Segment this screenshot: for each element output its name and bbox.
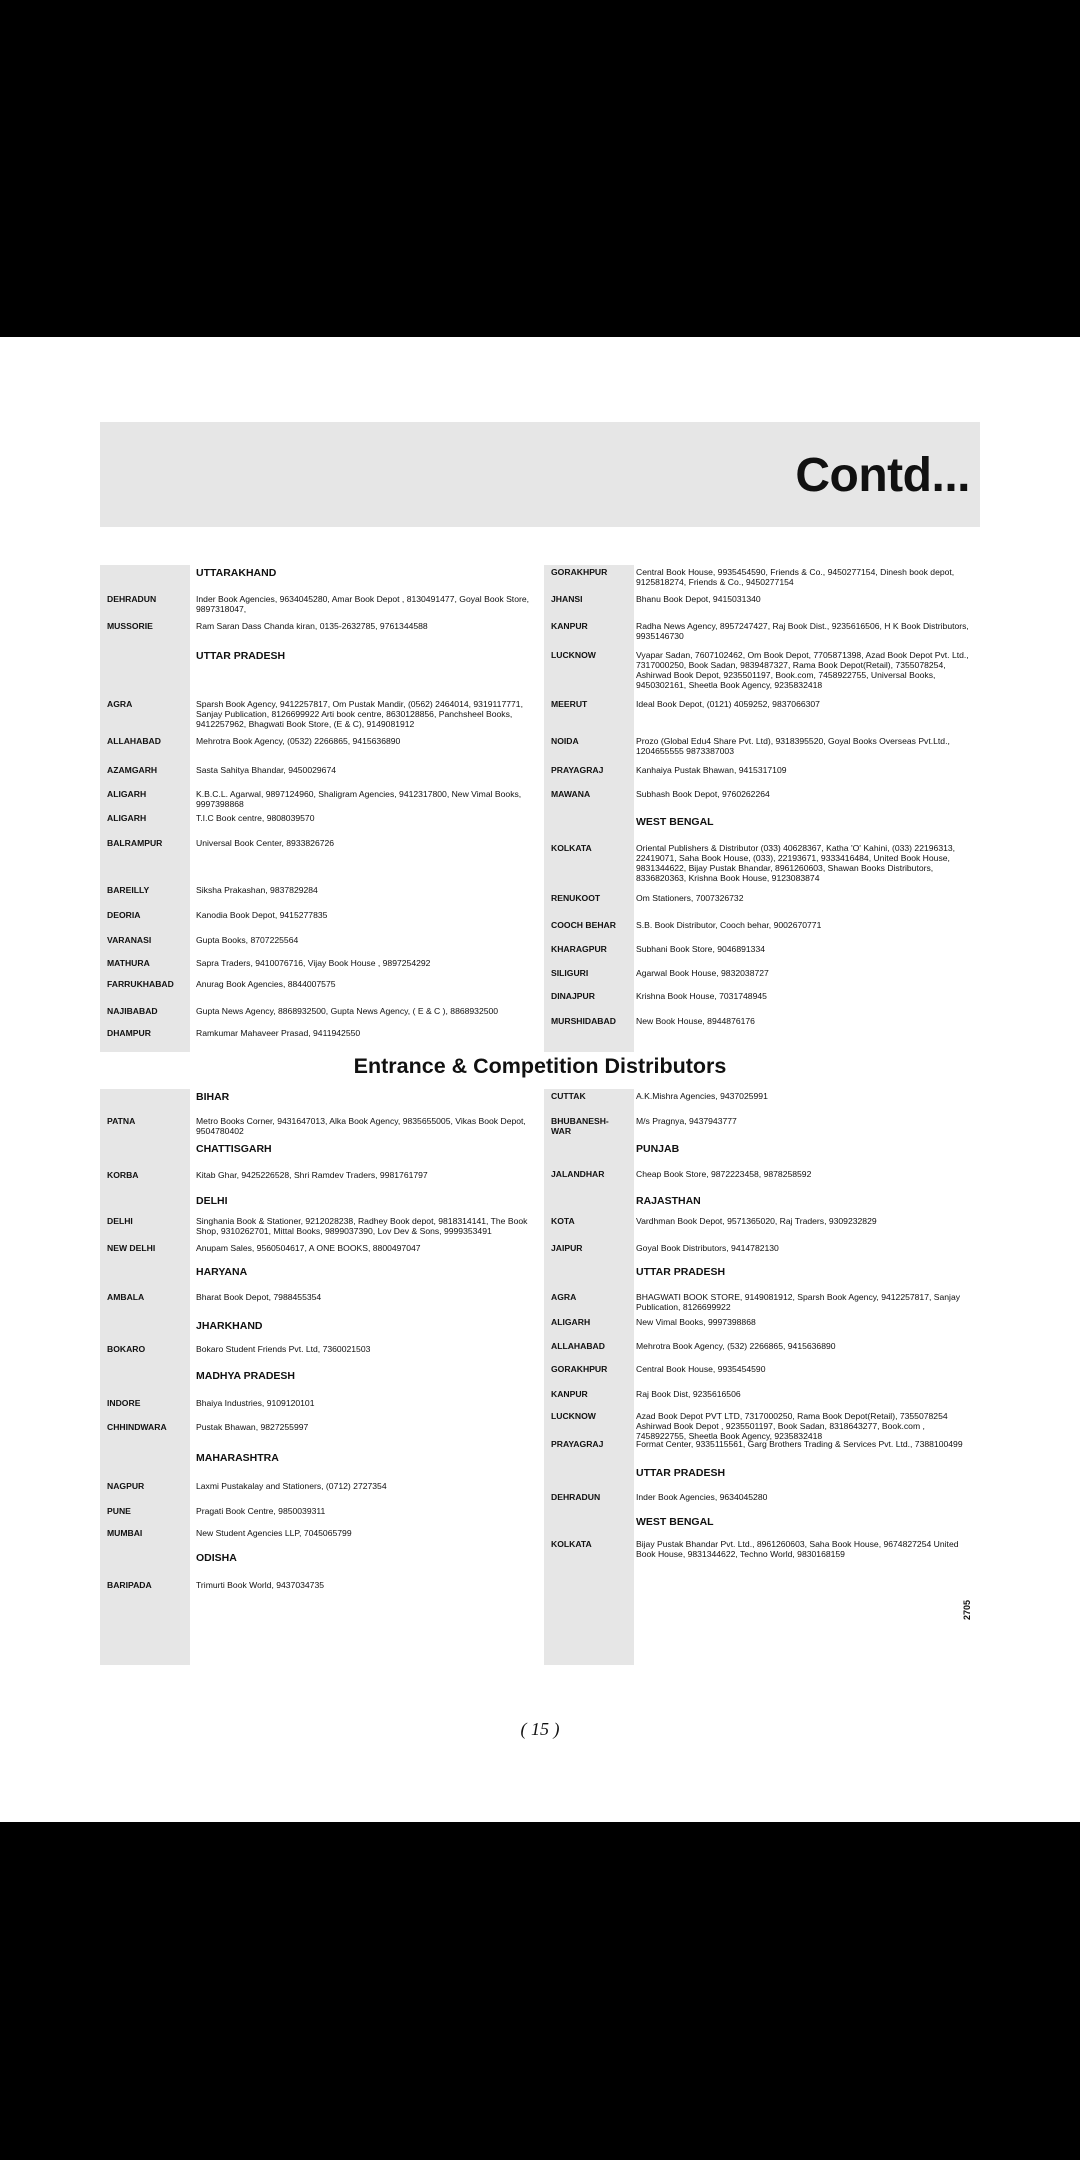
city-name: MEERUT bbox=[551, 699, 588, 709]
distributor-entry: BHAGWATI BOOK STORE, 9149081912, Sparsh Book Agency, 9412257817, Sanjay Publication, 8126699922 bbox=[636, 1292, 961, 1312]
city-name: MURSHIDABAD bbox=[551, 1016, 616, 1026]
city-name: AGRA bbox=[551, 1292, 577, 1302]
state-heading: PUNJAB bbox=[636, 1143, 680, 1155]
distributor-entry: Kanhaiya Pustak Bhawan, 9415317109 bbox=[636, 765, 787, 775]
page-number: ( 15 ) bbox=[520, 1719, 560, 1739]
city-name: DEORIA bbox=[107, 910, 141, 920]
city-name: AZAMGARH bbox=[107, 765, 158, 775]
state-heading: CHATTISGARH bbox=[196, 1143, 272, 1155]
distributor-entry: Krishna Book House, 7031748945 bbox=[636, 991, 767, 1001]
distributor-entry: Cheap Book Store, 9872223458, 9878258592 bbox=[636, 1169, 812, 1179]
distributor-entry: Universal Book Center, 8933826726 bbox=[196, 838, 335, 848]
distributor-entry: Bijay Pustak Bhandar Pvt. Ltd., 8961260603, Saha Book House, 9674827254 United Book House, 9831344622, Techno World, 9830168159 bbox=[636, 1539, 959, 1559]
distributor-entry: Anurag Book Agencies, 8844007575 bbox=[196, 979, 336, 989]
distributor-entry: Siksha Prakashan, 9837829284 bbox=[196, 885, 318, 895]
state-heading: WEST BENGAL bbox=[636, 1516, 714, 1528]
state-heading: ODISHA bbox=[196, 1552, 237, 1564]
city-name: NAJIBABAD bbox=[107, 1006, 158, 1016]
state-heading: MADHYA PRADESH bbox=[196, 1370, 295, 1382]
city-name: GORAKHPUR bbox=[551, 1364, 608, 1374]
city-name: KORBA bbox=[107, 1170, 139, 1180]
city-name: INDORE bbox=[107, 1398, 141, 1408]
city-name: KOLKATA bbox=[551, 1539, 592, 1549]
distributor-entry: Gupta News Agency, 8868932500, Gupta News Agency, ( E & C ), 8868932500 bbox=[196, 1006, 499, 1016]
distributor-entry: Sparsh Book Agency, 9412257817, Om Pustak Mandir, (0562) 2464014, 9319117771, Sanjay Publication, 8126699922 Arti book centre, 8630128856, Panchsheel Books, 9412257962, Bhagwati Book Store, (E & C), 9149081912 bbox=[196, 699, 523, 729]
city-name: LUCKNOW bbox=[551, 650, 596, 660]
city-name: CUTTAK bbox=[551, 1091, 586, 1101]
distributor-entry: Kitab Ghar, 9425226528, Shri Ramdev Traders, 9981761797 bbox=[196, 1170, 428, 1180]
banner bbox=[100, 422, 980, 527]
city-name: BHUBANESH- WAR bbox=[551, 1116, 609, 1136]
city-name: MAWANA bbox=[551, 789, 591, 799]
city-name: SILIGURI bbox=[551, 968, 589, 978]
city-name: KHARAGPUR bbox=[551, 944, 607, 954]
state-heading: HARYANA bbox=[196, 1266, 248, 1278]
distributor-entry: Inder Book Agencies, 9634045280, Amar Book Depot , 8130491477, Goyal Book Store, 9897318047, bbox=[196, 594, 529, 614]
city-name: FARRUKHABAD bbox=[107, 979, 174, 989]
state-heading: UTTARAKHAND bbox=[196, 567, 277, 579]
city-name: NEW DELHI bbox=[107, 1243, 156, 1253]
city-name: AMBALA bbox=[107, 1292, 145, 1302]
state-heading: RAJASTHAN bbox=[636, 1195, 701, 1207]
city-name: ALLAHABAD bbox=[551, 1341, 605, 1351]
distributor-entry: New Student Agencies LLP, 7045065799 bbox=[196, 1528, 352, 1538]
distributor-entry: Bharat Book Depot, 7988455354 bbox=[196, 1292, 322, 1302]
document-page bbox=[0, 337, 1080, 1822]
city-name: JHANSI bbox=[551, 594, 583, 604]
city-name: ALIGARH bbox=[107, 789, 147, 799]
distributor-entry: T.I.C Book centre, 9808039570 bbox=[196, 813, 315, 823]
distributor-entry: Subhash Book Depot, 9760262264 bbox=[636, 789, 770, 799]
distributor-entry: Ram Saran Dass Chanda kiran, 0135-2632785, 9761344588 bbox=[196, 621, 428, 631]
distributor-entry: Radha News Agency, 8957247427, Raj Book Dist., 9235616506, H K Book Distributors, 9935146730 bbox=[636, 621, 969, 641]
distributor-entry: Singhania Book & Stationer, 9212028238, Radhey Book depot, 9818314141, The Book Shop, 9310262701, Mittal Books, 9899037390, Lov Dev & Sons, 9999353491 bbox=[196, 1216, 528, 1236]
city-name: COOCH BEHAR bbox=[551, 920, 616, 930]
distributor-entry: Subhani Book Store, 9046891334 bbox=[636, 944, 766, 954]
distributor-entry: Kanodia Book Depot, 9415277835 bbox=[196, 910, 328, 920]
city-name: KANPUR bbox=[551, 1389, 588, 1399]
state-heading: MAHARASHTRA bbox=[196, 1452, 279, 1464]
distributor-entry: Metro Books Corner, 9431647013, Alka Book Agency, 9835655005, Vikas Book Depot, 9504780402 bbox=[196, 1116, 526, 1136]
city-name: LUCKNOW bbox=[551, 1411, 596, 1421]
distributor-entry: Trimurti Book World, 9437034735 bbox=[196, 1580, 325, 1590]
distributor-entry: Raj Book Dist, 9235616506 bbox=[636, 1389, 741, 1399]
distributor-entry: Bokaro Student Friends Pvt. Ltd, 7360021503 bbox=[196, 1344, 371, 1354]
distributor-entry: Format Center, 9335115561, Garg Brothers Trading & Services Pvt. Ltd., 7388100499 bbox=[636, 1439, 963, 1449]
distributor-entry: Bhaiya Industries, 9109120101 bbox=[196, 1398, 315, 1408]
distributor-entry: S.B. Book Distributor, Cooch behar, 9002670771 bbox=[636, 920, 822, 930]
city-name: CHHINDWARA bbox=[107, 1422, 167, 1432]
state-heading: UTTAR PRADESH bbox=[636, 1266, 726, 1278]
banner-title: Contd... bbox=[795, 449, 970, 502]
city-name: PRAYAGRAJ bbox=[551, 765, 604, 775]
distributor-entry: Goyal Book Distributors, 9414782130 bbox=[636, 1243, 779, 1253]
city-name: ALIGARH bbox=[107, 813, 147, 823]
distributor-entry: Sapra Traders, 9410076716, Vijay Book House , 9897254292 bbox=[196, 958, 431, 968]
city-name: PATNA bbox=[107, 1116, 136, 1126]
distributor-entry: Oriental Publishers & Distributor (033) 40628367, Katha 'O' Kahini, (033) 22196313, 22419071, Saha Book House, (033), 22193671, 9333416484, United Book House, 9831344622, Bijay Pustak Bhandar, 8961260603, Shawan Books Distributors, 8336820363, Krishna Book House, 9123083874 bbox=[636, 843, 956, 883]
city-name: DELHI bbox=[107, 1216, 133, 1226]
section-title: Entrance & Competition Distributors bbox=[353, 1054, 727, 1078]
state-heading: DELHI bbox=[196, 1195, 228, 1207]
distributor-entry: Vardhman Book Depot, 9571365020, Raj Traders, 9309232829 bbox=[636, 1216, 877, 1226]
city-name: NOIDA bbox=[551, 736, 579, 746]
city-name: DEHRADUN bbox=[107, 594, 157, 604]
city-name: MATHURA bbox=[107, 958, 150, 968]
city-name: ALLAHABAD bbox=[107, 736, 161, 746]
city-name: MUMBAI bbox=[107, 1528, 143, 1538]
city-name: KOTA bbox=[551, 1216, 575, 1226]
city-name: VARANASI bbox=[107, 935, 152, 945]
distributor-entry: New Vimal Books, 9997398868 bbox=[636, 1317, 756, 1327]
state-heading: UTTAR PRADESH bbox=[196, 650, 286, 662]
distributor-entry: Mehrotra Book Agency, (0532) 2266865, 9415636890 bbox=[196, 736, 401, 746]
distributor-entry: Vyapar Sadan, 7607102462, Om Book Depot, 7705871398, Azad Book Depot Pvt. Ltd., 7317000250, Book Sadan, 9839487327, Rama Book Depot(Retail), 7355078254, Ashirwad Book Depot, 9235501197, Book.com, 7458922755, Universal Books, 9450302161, Sheetla Book Agency, 9235832418 bbox=[636, 650, 969, 690]
distributor-entry: Ramkumar Mahaveer Prasad, 9411942550 bbox=[196, 1028, 361, 1038]
distributor-entry: Inder Book Agencies, 9634045280 bbox=[636, 1492, 768, 1502]
distributor-entry: Central Book House, 9935454590 bbox=[636, 1364, 766, 1374]
city-name: PRAYAGRAJ bbox=[551, 1439, 604, 1449]
city-name: KOLKATA bbox=[551, 843, 592, 853]
city-name: AGRA bbox=[107, 699, 133, 709]
city-name: DEHRADUN bbox=[551, 1492, 601, 1502]
distributor-entry: M/s Pragnya, 9437943777 bbox=[636, 1116, 737, 1126]
city-column-band bbox=[544, 565, 634, 1052]
state-heading: WEST BENGAL bbox=[636, 816, 714, 828]
distributor-entry: Prozo (Global Edu4 Share Pvt. Ltd), 9318395520, Goyal Books Overseas Pvt.Ltd., 1204655555 9873387003 bbox=[636, 736, 950, 756]
distributor-entry: Mehrotra Book Agency, (532) 2266865, 9415636890 bbox=[636, 1341, 836, 1351]
city-name: MUSSORIE bbox=[107, 621, 153, 631]
distributor-entry: Central Book House, 9935454590, Friends & Co., 9450277154, Dinesh book depot, 9125818274, Friends & Co., 9450277154 bbox=[636, 567, 955, 587]
distributor-entry: Bhanu Book Depot, 9415031340 bbox=[636, 594, 761, 604]
city-name: KANPUR bbox=[551, 621, 588, 631]
state-heading: UTTAR PRADESH bbox=[636, 1467, 726, 1479]
city-name: ALIGARH bbox=[551, 1317, 591, 1327]
distributor-entry: K.B.C.L. Agarwal, 9897124960, Shaligram Agencies, 9412317800, New Vimal Books, 9997398868 bbox=[196, 789, 522, 809]
city-name: DHAMPUR bbox=[107, 1028, 151, 1038]
city-name: PUNE bbox=[107, 1506, 131, 1516]
distributor-entry: Agarwal Book House, 9832038727 bbox=[636, 968, 769, 978]
distributor-entry: Gupta Books, 8707225564 bbox=[196, 935, 299, 945]
distributor-entry: New Book House, 8944876176 bbox=[636, 1016, 755, 1026]
city-name: DINAJPUR bbox=[551, 991, 595, 1001]
state-heading: JHARKHAND bbox=[196, 1320, 263, 1332]
distributor-entry: Laxmi Pustakalay and Stationers, (0712) 2727354 bbox=[196, 1481, 387, 1491]
city-name: BARIPADA bbox=[107, 1580, 152, 1590]
distributor-entry: Pragati Book Centre, 9850039311 bbox=[196, 1506, 326, 1516]
side-code: 2705 bbox=[962, 1599, 972, 1620]
city-name: GORAKHPUR bbox=[551, 567, 608, 577]
city-name: NAGPUR bbox=[107, 1481, 145, 1491]
city-name: JAIPUR bbox=[551, 1243, 583, 1253]
city-name: BALRAMPUR bbox=[107, 838, 163, 848]
distributor-entry: Anupam Sales, 9560504617, A ONE BOOKS, 8800497047 bbox=[196, 1243, 421, 1253]
distributor-entry: Pustak Bhawan, 9827255997 bbox=[196, 1422, 309, 1432]
city-name: BAREILLY bbox=[107, 885, 150, 895]
distributor-entry: Azad Book Depot PVT LTD, 7317000250, Rama Book Depot(Retail), 7355078254 Ashirwad Book Depot , 9235501197, Book Sadan, 8318643277, Book.com , 7458922755, Sheetla Book Agency, 9235832418 bbox=[636, 1411, 948, 1441]
city-name: RENUKOOT bbox=[551, 893, 601, 903]
distributor-entry: Om Stationers, 7007326732 bbox=[636, 893, 744, 903]
city-name: JALANDHAR bbox=[551, 1169, 605, 1179]
state-heading: BIHAR bbox=[196, 1091, 230, 1103]
distributor-entry: A.K.Mishra Agencies, 9437025991 bbox=[636, 1091, 768, 1101]
distributor-entry: Sasta Sahitya Bhandar, 9450029674 bbox=[196, 765, 337, 775]
distributor-entry: Ideal Book Depot, (0121) 4059252, 9837066307 bbox=[636, 699, 820, 709]
city-name: BOKARO bbox=[107, 1344, 146, 1354]
